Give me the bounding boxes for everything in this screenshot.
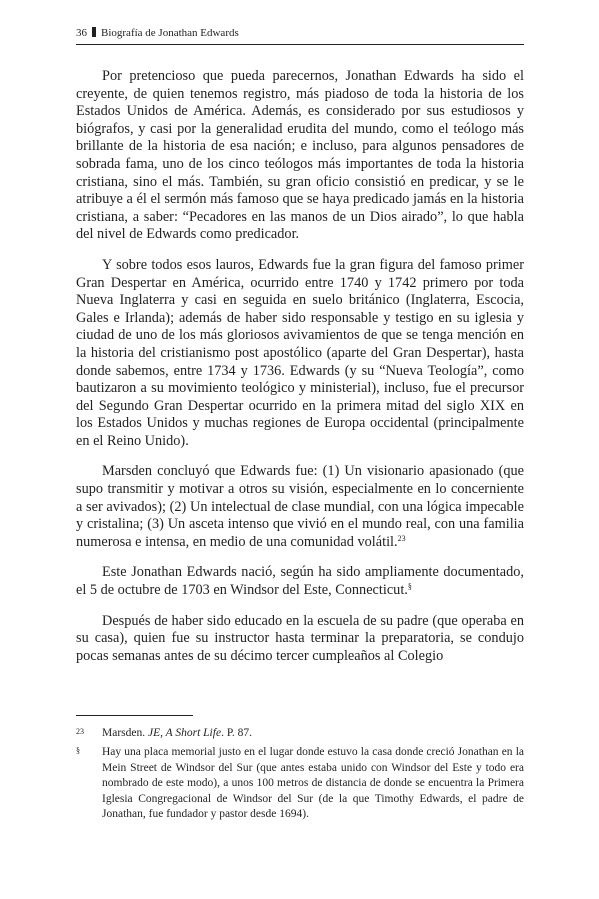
running-header [76, 26, 524, 40]
paragraph [76, 68, 524, 244]
footnote-text: Marsden. [102, 727, 148, 739]
body-text [76, 68, 524, 678]
paragraph [76, 564, 524, 599]
paragraph [76, 463, 524, 551]
paragraph [76, 613, 524, 666]
paragraph-text: Este Jonathan Edwards nació, según ha sido ampliamente documentado, el 5 de octubre de 1703 en Windsor del Este, Connecticut. [76, 564, 524, 599]
running-title: Biografía de Jonathan Edwards [101, 27, 239, 39]
footnote-separator [76, 715, 193, 716]
footnotes [76, 726, 524, 826]
footnote-text: . P. 87. [221, 727, 253, 739]
footnote-mark: § [76, 746, 80, 756]
footnote [76, 726, 524, 741]
footnote-text: Hay una placa memorial justo en el lugar donde estuvo la casa donde creció Jonathan en la Mein Street de Windsor del Sur (que antes estaba unido con Windsor del Este y todo era nombrado de este modo), a unos 100 metros de distancia de donde se encuentra la Primera Iglesia Congregacional de Windsor del Sur (de la que Timothy Edwards, el padre de Jonathan, fue fundador y pastor desde 1694). [102, 746, 524, 821]
footnote-reference[interactable]: 23 [397, 533, 406, 543]
page-number: 36 [76, 27, 87, 39]
paragraph-text: Después de haber sido educado en la escuela de su padre (que operaba en su casa), quien fue su instructor hasta terminar la preparatoria, se condujo pocas semanas antes de su décimo tercer cumpleaños al Colegio [76, 612, 524, 664]
paragraph-text: Por pretencioso que pueda parecernos, Jonathan Edwards ha sido el creyente, de quien tenemos registro, más piadoso de toda la historia de los Estados Unidos de América. Además, es considerado por sus estudiosos y biógrafos, y casi por la generalidad erudita del mundo, como el teólogo más brillante de la historia de esa nación; e incluso, para algunos pensadores de sobrada fama, uno de los cinco teólogos más importantes de toda la historia cristiana, sino el más. También, su gran oficio consistió en predicar, y se le atribuye a él el sermón más famoso que se haya predicado jamás en la historia cristiana, a saber: “Pecadores en las manos de un Dios airado”, lo que habla del nivel de Edwards como predicador. [76, 68, 524, 243]
paragraph [76, 257, 524, 451]
header-separator-bar [92, 27, 96, 37]
footnote [76, 745, 524, 822]
paragraph-text: Marsden concluyó que Edwards fue: (1) Un visionario apasionado (que supo transmitir y motivar a otros su visión, especialmente en lo concerniente a ser avivados); (2) Un intelectual de clase mundial, con una lógica impecable y cristalina; (3) Un asceta intenso que vivió en el mundo real, con una familia numerosa e intensa, en medio de una comunidad volátil. [76, 463, 524, 550]
paragraph-text: Y sobre todos esos lauros, Edwards fue la gran figura del famoso primer Gran Despertar en América, ocurrido entre 1740 y 1742 primero por toda Nueva Inglaterra y casi en seguida en suelo británico (Inglaterra, Escocia, Gales e Irlanda); además de haber sido responsable y testigo en su iglesia y ciudad de uno de los más gloriosos avivamientos de que se tenga mención en la historia del cristianismo post apostólico (aparte del Gran Despertar), hasta donde sabemos, entre 1734 y 1736. Edwards (y su “Nueva Teología”, como bautizaron a su movimiento teológico y ministerial), incluso, fue el precursor del Segundo Gran Despertar ocurrido en la primera mitad del siglo XIX en los Estados Unidos y muchas regiones de Europa occidental (principalmente en el Reino Unido). [76, 256, 524, 449]
footnote-italic-title: JE, A Short Life [148, 727, 222, 739]
header-rule [76, 44, 524, 45]
footnote-mark: 23 [76, 727, 84, 736]
footnote-reference[interactable]: § [407, 582, 412, 592]
